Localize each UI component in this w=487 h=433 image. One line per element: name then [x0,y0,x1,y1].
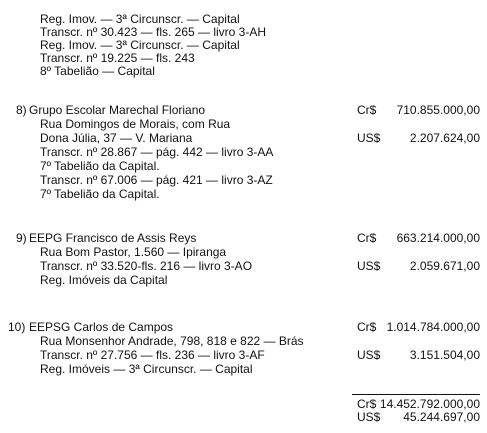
entry-line: Reg. Imóveis da Capital [40,273,168,287]
entry-number: 9) [16,231,27,245]
entry-title: Grupo Escolar Marechal Floriano [29,103,206,117]
us-amount: 2.207.624,00 [409,131,480,145]
entry-line: Transcr. nº 28.867 — pág. 442 — livro 3-AA [40,145,274,159]
entry-number: 10) [8,320,26,334]
intro-line: Transcr. nº 30.423 — fls. 265 — livro 3-AH [40,25,267,39]
entry-line: 7º Tabelião da Capital. [40,159,160,173]
us-amount: 2.059.671,00 [409,259,480,273]
total-us-label: US$ [357,410,381,424]
intro-line: Reg. Imov. — 3ª Circunscr. — Capital [40,12,240,26]
total-cr-amount: 14.452.792.000,00 [379,397,480,411]
us-currency-label: US$ [357,259,381,273]
entry-line: Dona Júlia, 37 — V. Mariana [40,131,193,145]
cr-currency-label: Cr$ [357,103,377,117]
cr-currency-label: Cr$ [357,320,377,334]
cr-amount: 1.014.784.000,00 [386,320,480,334]
entry-title: EEPSG Carlos de Campos [29,320,174,334]
entry-number: 8) [16,103,27,117]
entry-line: Rua Bom Pastor, 1.560 — Ipiranga [40,245,227,259]
intro-line: 8º Tabelião — Capital [40,64,155,78]
entry-line: 7º Tabelião da Capital. [40,187,160,201]
entry-line: Rua Domingos de Morais, com Rua [40,117,231,131]
cr-amount: 710.855.000,00 [396,103,480,117]
cr-amount: 663.214.000,00 [396,231,480,245]
cr-currency-label: Cr$ [357,231,377,245]
entry-title: EEPG Francisco de Assis Reys [29,231,197,245]
entry-line: Rua Monsenhor Andrade, 798, 818 e 822 — Brás [40,334,304,348]
entry-line: Transcr. nº 27.756 — fls. 236 — livro 3-AF [40,348,265,362]
total-cr-label: Cr$ [357,397,377,411]
entry-line: Transcr. nº 67.006 — pág. 421 — livro 3-AZ [40,173,273,187]
us-amount: 3.151.504,00 [409,348,480,362]
us-currency-label: US$ [357,131,381,145]
total-us-amount: 45.244.697,00 [403,410,480,424]
totals-rule [352,394,480,395]
us-currency-label: US$ [357,348,381,362]
entry-line: Transcr. nº 33.520-fls. 216 — livro 3-AO [40,259,253,273]
intro-line: Reg. Imov. — 3ª Circunscr. — Capital [40,38,240,52]
entry-line: Reg. Imóveis — 3ª Circunscr. — Capital [40,362,253,376]
intro-line: Transcr. nº 19.225 — fls. 243 [40,51,195,65]
